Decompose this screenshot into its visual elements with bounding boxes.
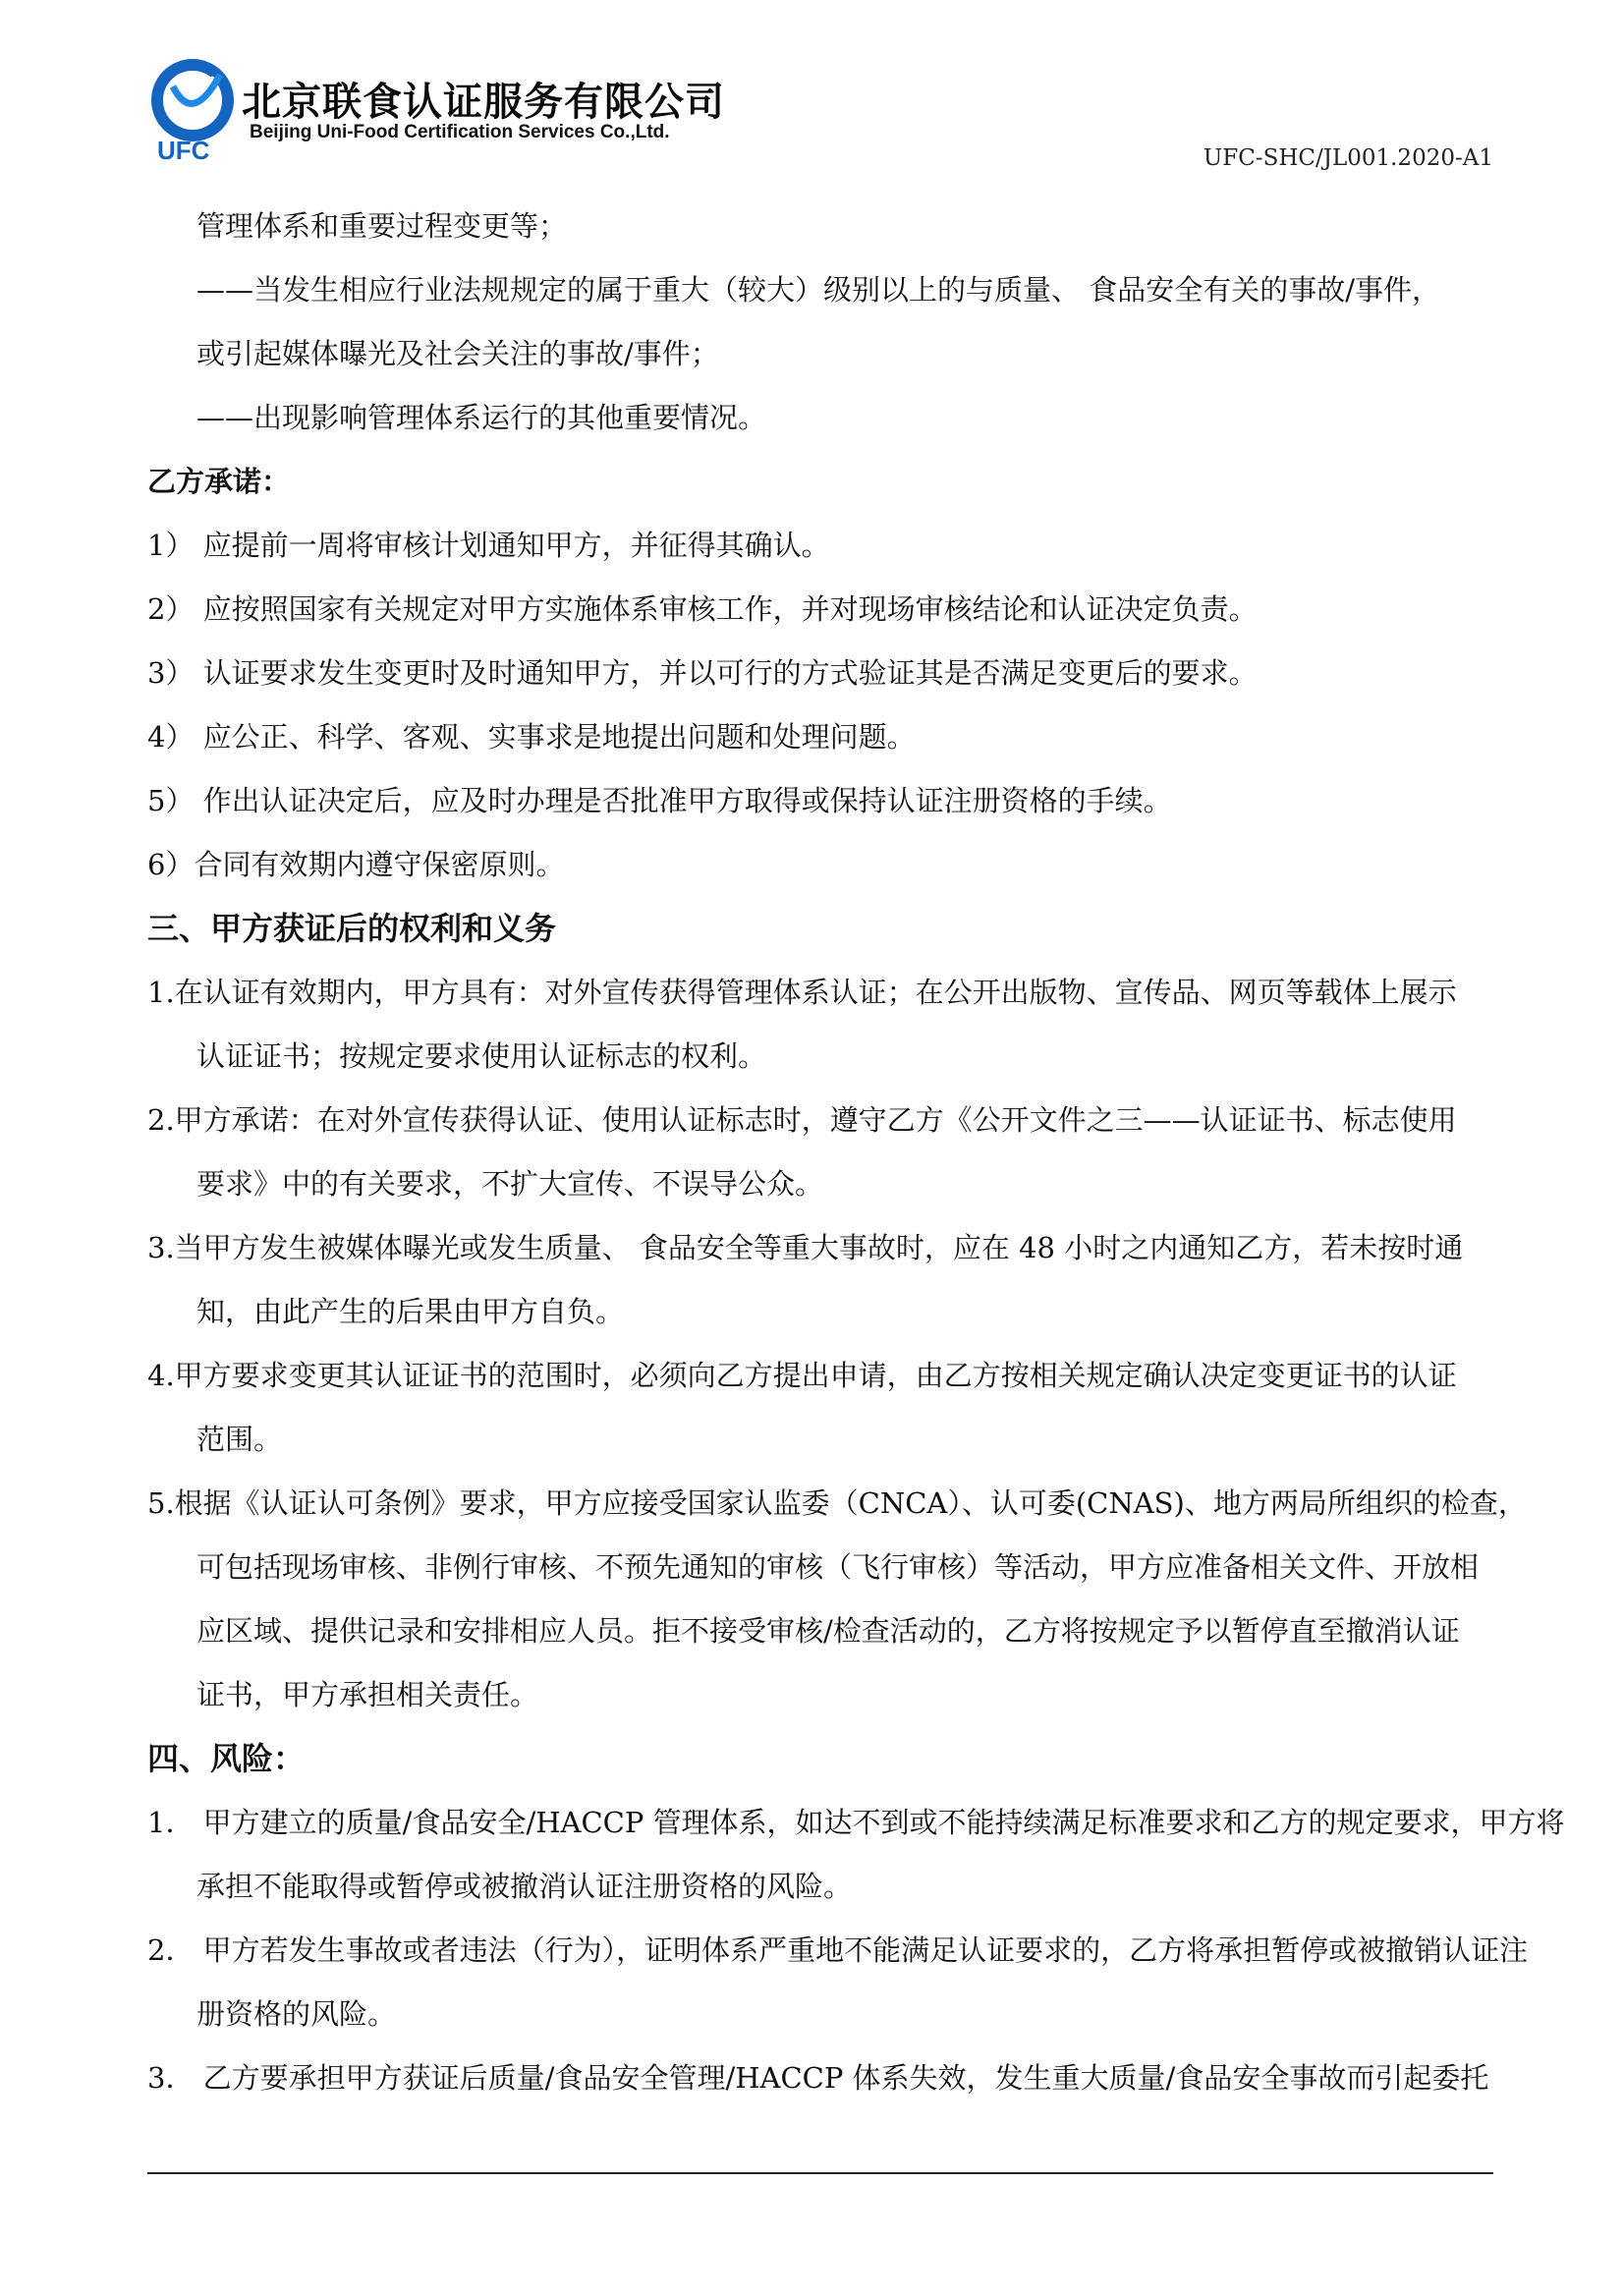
list-item: 1． 甲方建立的质量/食品安全/HACCP 管理体系，如达不到或不能持续满足标准要求和乙方的规定要求，甲方将 bbox=[147, 1806, 1565, 1839]
list-item: 1.在认证有效期内，甲方具有：对外宣传获得管理体系认证；在公开出版物、宣传品、网页等载体上展示 bbox=[147, 976, 1457, 1009]
text-line: ——当发生相应行业法规规定的属于重大（较大）级别以上的与质量、 食品安全有关的事故/事件， bbox=[196, 273, 1440, 307]
footer-divider bbox=[147, 2172, 1493, 2174]
list-item: 1） 应提前一周将审核计划通知甲方，并征得其确认。 bbox=[147, 529, 830, 562]
list-item-continuation: 承担不能取得或暂停或被撤消认证注册资格的风险。 bbox=[196, 1870, 853, 1903]
company-logo-icon bbox=[147, 57, 236, 165]
list-item: 3． 乙方要承担甲方获证后质量/食品安全管理/HACCP 体系失效，发生重大质量/食品安全事故而引起委托 bbox=[147, 2061, 1489, 2095]
document-header bbox=[147, 57, 1493, 175]
list-item-continuation: 知，由此产生的后果由甲方自负。 bbox=[196, 1295, 625, 1328]
list-item-continuation: 可包括现场审核、非例行审核、不预先通知的审核（飞行审核）等活动，甲方应准备相关文件、开放相 bbox=[196, 1550, 1480, 1584]
section-heading: 三、甲方获证后的权利和义务 bbox=[147, 910, 557, 947]
list-item: 2） 应按照国家有关规定对甲方实施体系审核工作，并对现场审核结论和认证决定负责。 bbox=[147, 592, 1258, 626]
document-body bbox=[147, 195, 1565, 2110]
list-item: 2.甲方承诺：在对外宣传获得认证、使用认证标志时，遵守乙方《公开文件之三——认证证书、标志使用 bbox=[147, 1103, 1457, 1137]
list-item: 6）合同有效期内遵守保密原则。 bbox=[147, 848, 565, 881]
list-item: 3） 认证要求发生变更时及时通知甲方，并以可行的方式验证其是否满足变更后的要求。 bbox=[147, 656, 1258, 690]
list-item: 5） 作出认证决定后，应及时办理是否批准甲方取得或保持认证注册资格的手续。 bbox=[147, 784, 1172, 817]
list-item: 3.当甲方发生被媒体曝光或发生质量、 食品安全等重大事故时，应在 48 小时之内通知乙方，若未按时通 bbox=[147, 1231, 1464, 1264]
list-item-continuation: 认证证书；按规定要求使用认证标志的权利。 bbox=[196, 1039, 767, 1073]
list-item: 2． 甲方若发生事故或者违法（行为），证明体系严重地不能满足认证要求的，乙方将承担暂停或被撤销认证注 bbox=[147, 1933, 1529, 1967]
list-item: 4.甲方要求变更其认证证书的范围时，必须向乙方提出申请，由乙方按相关规定确认决定变更证书的认证 bbox=[147, 1359, 1457, 1392]
list-item-continuation: 册资格的风险。 bbox=[196, 1997, 397, 2031]
list-item: 4） 应公正、科学、客观、实事求是地提出问题和处理问题。 bbox=[147, 720, 916, 754]
text-line: 或引起媒体曝光及社会关注的事故/事件； bbox=[196, 337, 719, 370]
section-heading: 四、风险： bbox=[147, 1740, 306, 1777]
svg-text:UFC: UFC bbox=[157, 136, 210, 165]
list-item-continuation: 范围。 bbox=[196, 1423, 283, 1456]
company-name-cn: 北京联食认证服务有限公司 bbox=[242, 80, 725, 125]
text-line: ——出现影响管理体系运行的其他重要情况。 bbox=[196, 401, 767, 434]
list-item-continuation: 证书，甲方承担相关责任。 bbox=[196, 1678, 539, 1711]
list-item-continuation: 应区域、提供记录和安排相应人员。拒不接受审核/检查活动的，乙方将按规定予以暂停直至撤消认证 bbox=[196, 1614, 1460, 1648]
list-item-continuation: 要求》中的有关要求，不扩大宣传、不误导公众。 bbox=[196, 1167, 824, 1201]
company-name-en: Beijing Uni-Food Certification Services Co.,Ltd. bbox=[250, 122, 670, 142]
text-line: 管理体系和重要过程变更等； bbox=[196, 209, 568, 243]
section-subheading: 乙方承诺： bbox=[147, 465, 291, 498]
document-code: UFC-SHC/JL001.2020-A1 bbox=[1203, 145, 1493, 171]
list-item: 5.根据《认证认可条例》要求，甲方应接受国家认监委（CNCA）、认可委(CNAS)、地方两局所组织的检查， bbox=[147, 1486, 1527, 1520]
